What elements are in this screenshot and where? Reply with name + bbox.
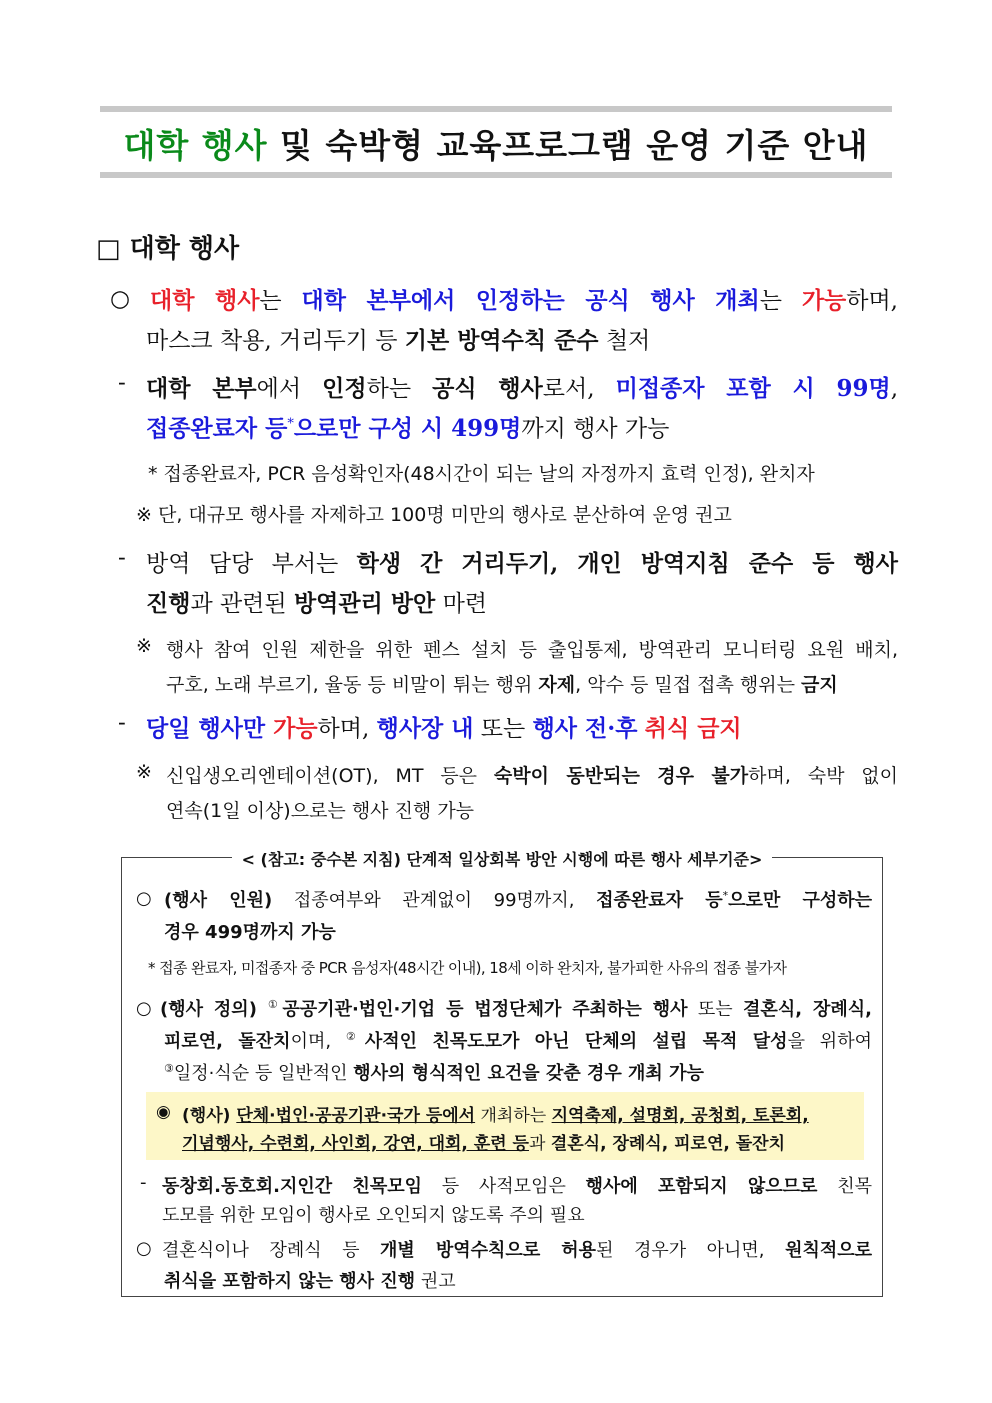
note4-line2: 연속(1일 이상)으로는 행사 진행 가능	[166, 800, 475, 822]
ref-item2-line2: 피로연, 돌잔치이며, ②사적인 친목도모가 아닌 단체의 설립 목적 달성을 위하여	[164, 1030, 872, 1052]
bullet-circle-icon: ○	[136, 888, 152, 909]
ref-item1-line1: (행사 인원) 접종여부와 관계없이 99명까지, 접종완료자 등*으로만 구성하는	[164, 889, 872, 911]
ref-item2-line1: (행사 정의) ①공공기관·법인·기업 등 법정단체가 주최하는 행사 또는 결혼식, 장례식,	[160, 998, 872, 1020]
ref-example-line2: 기념행사, 수련회, 사인회, 강연, 대회, 훈련 등과 결혼식, 장례식, 피로연, 돌잔치	[182, 1134, 786, 1154]
ref-item1-line2: 경우 499명까지 가능	[164, 922, 336, 943]
bullet-circle-icon: ○	[136, 998, 152, 1019]
bullet-circle-icon: ○	[110, 286, 131, 312]
para2-line2: 접종완료자 등*으로만 구성 시 499명까지 행사 가능	[146, 415, 670, 442]
bullet-fisheye-icon: ◉	[156, 1102, 171, 1122]
section-heading	[96, 228, 239, 265]
title-top-rule	[100, 106, 892, 112]
dash-marker: -	[118, 545, 126, 571]
para3-line2: 진행과 관련된 방역관리 방안 마련	[146, 590, 488, 617]
title-highlight: 대학 행사	[123, 126, 268, 165]
page-title	[100, 120, 892, 167]
ref-item3-line2: 도모를 위한 모임이 행사로 오인되지 않도록 주의 필요	[162, 1205, 585, 1226]
note-asterisk: * 접종완료자, PCR 음성확인자(48시간이 되는 날의 자정까지 효력 인정), 완치자	[148, 463, 815, 485]
note4-line1: 신입생오리엔테이션(OT), MT 등은 숙박이 동반되는 경우 불가하며, 숙박 없이	[166, 765, 898, 787]
para1-line2: 마스크 착용, 거리두기 등 기본 방역수칙 준수 철저	[146, 327, 651, 354]
para2-line1: 대학 본부에서 인정하는 공식 행사로서, 미접종자 포함 시 99명,	[146, 375, 898, 402]
reference-box-title: < (참고: 중수본 지침) 단계적 일상회복 방안 시행에 따른 행사 세부기준>	[122, 847, 882, 870]
para1-line1: 대학 행사는 대학 본부에서 인정하는 공식 행사 개최는 가능하며,	[150, 287, 898, 314]
bullet-circle-icon: ○	[136, 1238, 152, 1259]
checkbox-square-icon: □	[96, 234, 121, 264]
title-banner	[100, 106, 892, 178]
ref-example-line1: (행사) 단체·법인·공공기관·국가 등에서 개최하는 지역축제, 설명회, 공청회, 토론회,	[182, 1106, 809, 1126]
section-heading-text: 대학 행사	[129, 234, 240, 264]
title-rest: 및 숙박형 교육프로그램 운영 기준 안내	[267, 126, 869, 165]
title-bottom-rule	[100, 172, 892, 178]
note3-line1: 행사 참여 인원 제한을 위한 펜스 설치 등 출입통제, 방역관리 모니터링 요원 배치,	[166, 639, 898, 661]
ref-item4-line1: 결혼식이나 장례식 등 개별 방역수칙으로 허용된 경우가 아니면, 원칙적으로	[162, 1240, 873, 1261]
ref-item4-line2: 취식을 포함하지 않는 행사 진행 권고	[164, 1271, 456, 1292]
note-recommend: ※ 단, 대규모 행사를 자제하고 100명 미만의 행사로 분산하여 운영 권고	[136, 504, 732, 526]
reference-mark: ※	[136, 635, 152, 657]
ref-item3-line1: 동창회.동호회.지인간 친목모임 등 사적모임은 행사에 포함되지 않으므로 친목	[162, 1176, 872, 1197]
note3-line2: 구호, 노래 부르기, 율동 등 비말이 튀는 행위 자제, 악수 등 밀접 접촉 행위는 금지	[166, 674, 838, 696]
dash-marker: -	[118, 710, 126, 736]
dash-marker: -	[118, 370, 126, 396]
para4-line1: 당일 행사만 가능하며, 행사장 내 또는 행사 전·후 취식 금지	[146, 715, 742, 742]
ref-item2-line3: ③일정·식순 등 일반적인 행사의 형식적인 요건을 갖춘 경우 개최 가능	[164, 1062, 704, 1084]
dash-marker: -	[140, 1172, 147, 1193]
ref-note: * 접종 완료자, 미접종자 중 PCR 음성자(48시간 이내), 18세 이하 완치자, 불가피한 사유의 접종 불가자	[148, 959, 787, 977]
reference-mark: ※	[136, 761, 152, 783]
para3-line1: 방역 담당 부서는 학생 간 거리두기, 개인 방역지침 준수 등 행사	[146, 550, 898, 577]
